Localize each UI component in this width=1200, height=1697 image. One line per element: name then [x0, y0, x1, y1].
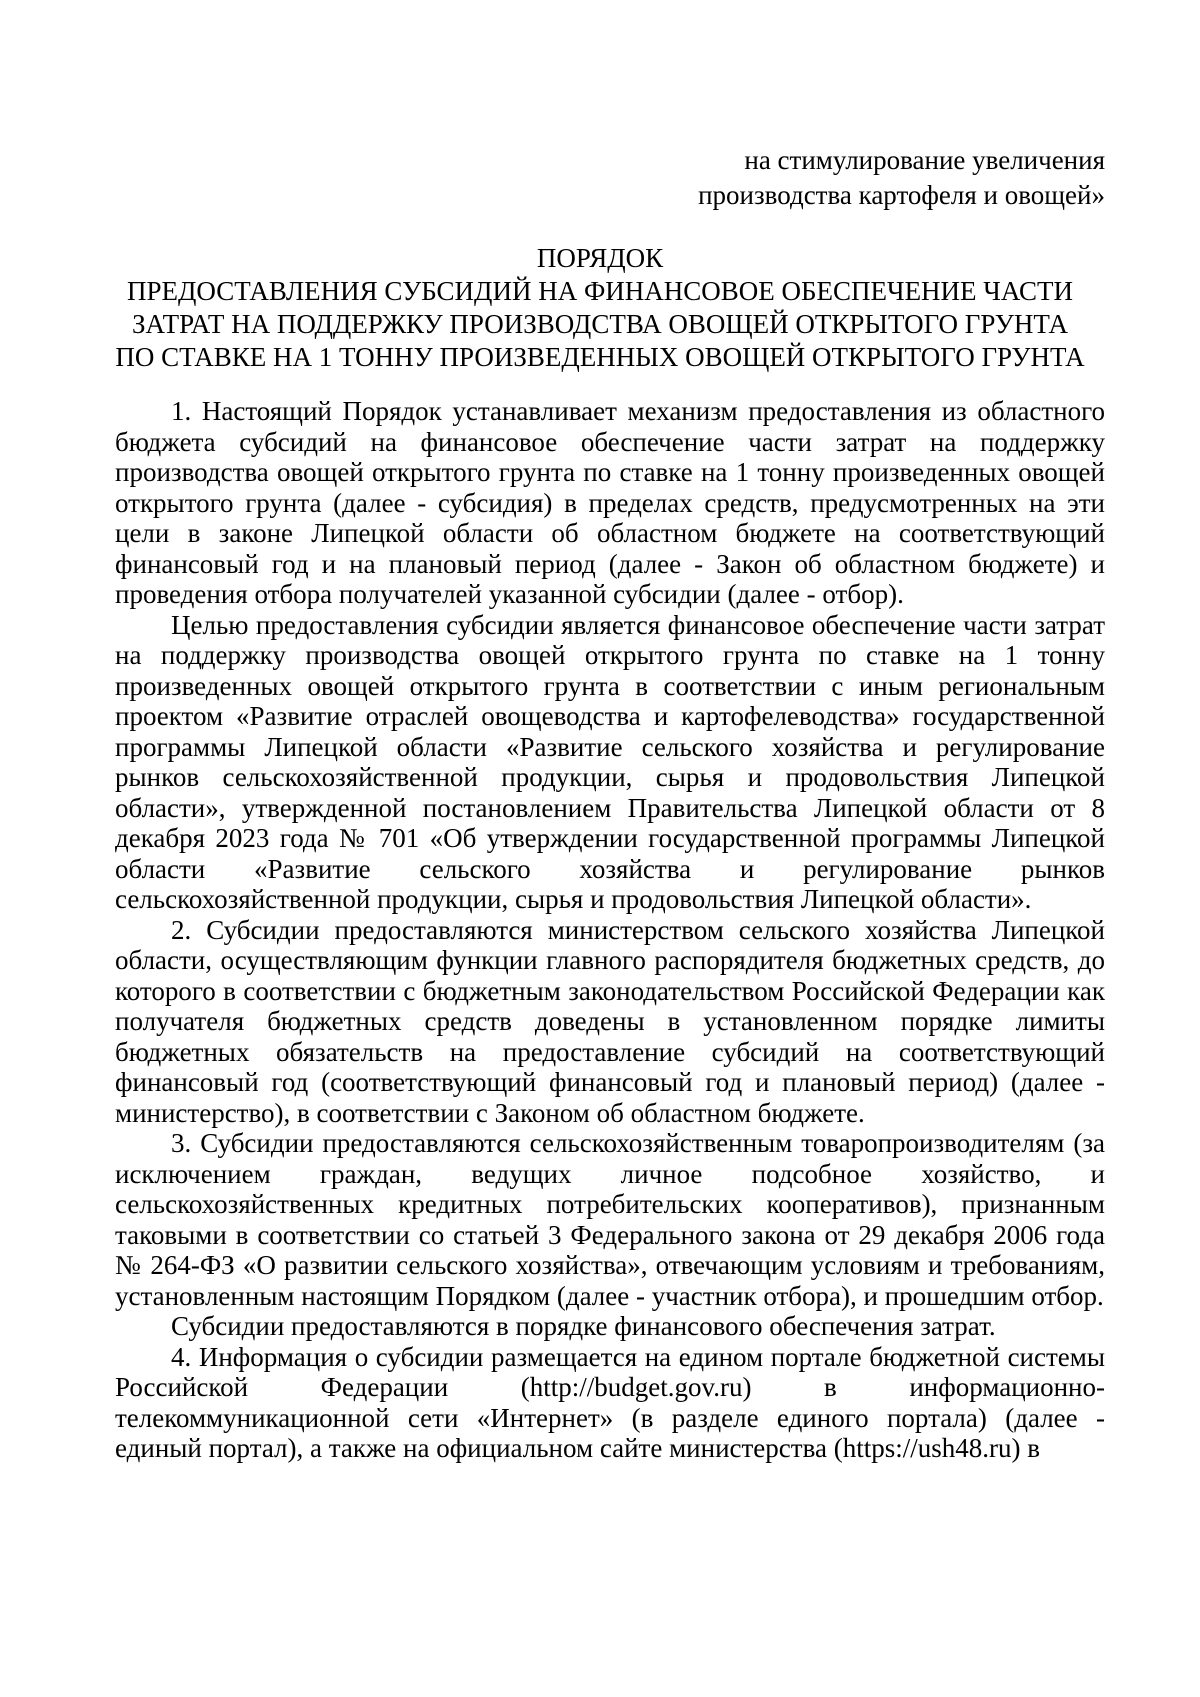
document-title [100, 242, 1100, 374]
title-line-4: ПО СТАВКЕ НА 1 ТОННУ ПРОИЗВЕДЕННЫХ ОВОЩЕЙ ОТКРЫТОГО ГРУНТА [115, 342, 1085, 372]
title-line-1: ПОРЯДОК [536, 243, 664, 273]
paragraph-5: Субсидии предоставляются в порядке финансового обеспечения затрат. [171, 1311, 996, 1341]
paragraph-6: 4. Информация о субсидии размещается на едином портале бюджетной системы Российской Федерации (http://budget.gov.ru) в информационно-телекоммуникационной сети «Интернет» (в разделе единого портала) (далее - единый портал), а также на официальном сайте министерства (https://ush48.ru) в [115, 1341, 1105, 1463]
appendix-reference [505, 143, 1105, 213]
title-line-3: ЗАТРАТ НА ПОДДЕРЖКУ ПРОИЗВОДСТВА ОВОЩЕЙ ОТКРЫТОГО ГРУНТА [132, 309, 1068, 339]
document-body [115, 396, 1105, 1464]
paragraph-4: 3. Субсидии предоставляются сельскохозяйственным товаропроизводителям (за исключением граждан, ведущих личное подсобное хозяйство, и сельскохозяйственных кредитных потребительских кооперативов), признанным таковыми в соответствии со статьей 3 Федерального закона от 29 декабря 2006 года № 264-ФЗ «О развитии сельского хозяйства», отвечающим условиям и требованиям, установленным настоящим Порядком (далее - участник отбора), и прошедшим отбор. [115, 1128, 1105, 1311]
appendix-reference-line-1: на стимулирование увеличения [744, 145, 1105, 175]
paragraph-1: 1. Настоящий Порядок устанавливает механизм предоставления из областного бюджета субсидий на финансовое обеспечение части затрат на поддержку производства овощей открытого грунта по ставке на 1 тонну произведенных овощей открытого грунта (далее - субсидия) в пределах средств, предусмотренных на эти цели в законе Липецкой области об областном бюджете на соответствующий финансовый год и на плановый период (далее - Закон об областном бюджете) и проведения отбора получателей указанной субсидии (далее - отбор). [115, 396, 1105, 609]
paragraph-3: 2. Субсидии предоставляются министерством сельского хозяйства Липецкой области, осуществляющим функции главного распорядителя бюджетных средств, до которого в соответствии с бюджетным законодательством Российской Федерации как получателя бюджетных средств доведены в установленном порядке лимиты бюджетных обязательств на предоставление субсидий на соответствующий финансовый год (соответствующий финансовый год и плановый период) (далее - министерство), в соответствии с Законом об областном бюджете. [115, 914, 1105, 1128]
paragraph-2: Целью предоставления субсидии является финансовое обеспечение части затрат на поддержку производства овощей открытого грунта по ставке на 1 тонну произведенных овощей открытого грунта в соответствии с иным региональным проектом «Развитие отраслей овощеводства и картофелеводства» государственной программы Липецкой области «Развитие сельского хозяйства и регулирование рынков сельскохозяйственной продукции, сырья и продовольствия Липецкой области», утвержденной постановлением Правительства Липецкой области от 8 декабря 2023 года № 701 «Об утверждении государственной программы Липецкой области «Развитие сельского хозяйства и регулирование рынков сельскохозяйственной продукции, сырья и продовольствия Липецкой области». [115, 609, 1105, 914]
title-line-2: ПРЕДОСТАВЛЕНИЯ СУБСИДИЙ НА ФИНАНСОВОЕ ОБЕСПЕЧЕНИЕ ЧАСТИ [126, 276, 1073, 306]
appendix-reference-line-2: производства картофеля и овощей» [698, 180, 1105, 210]
